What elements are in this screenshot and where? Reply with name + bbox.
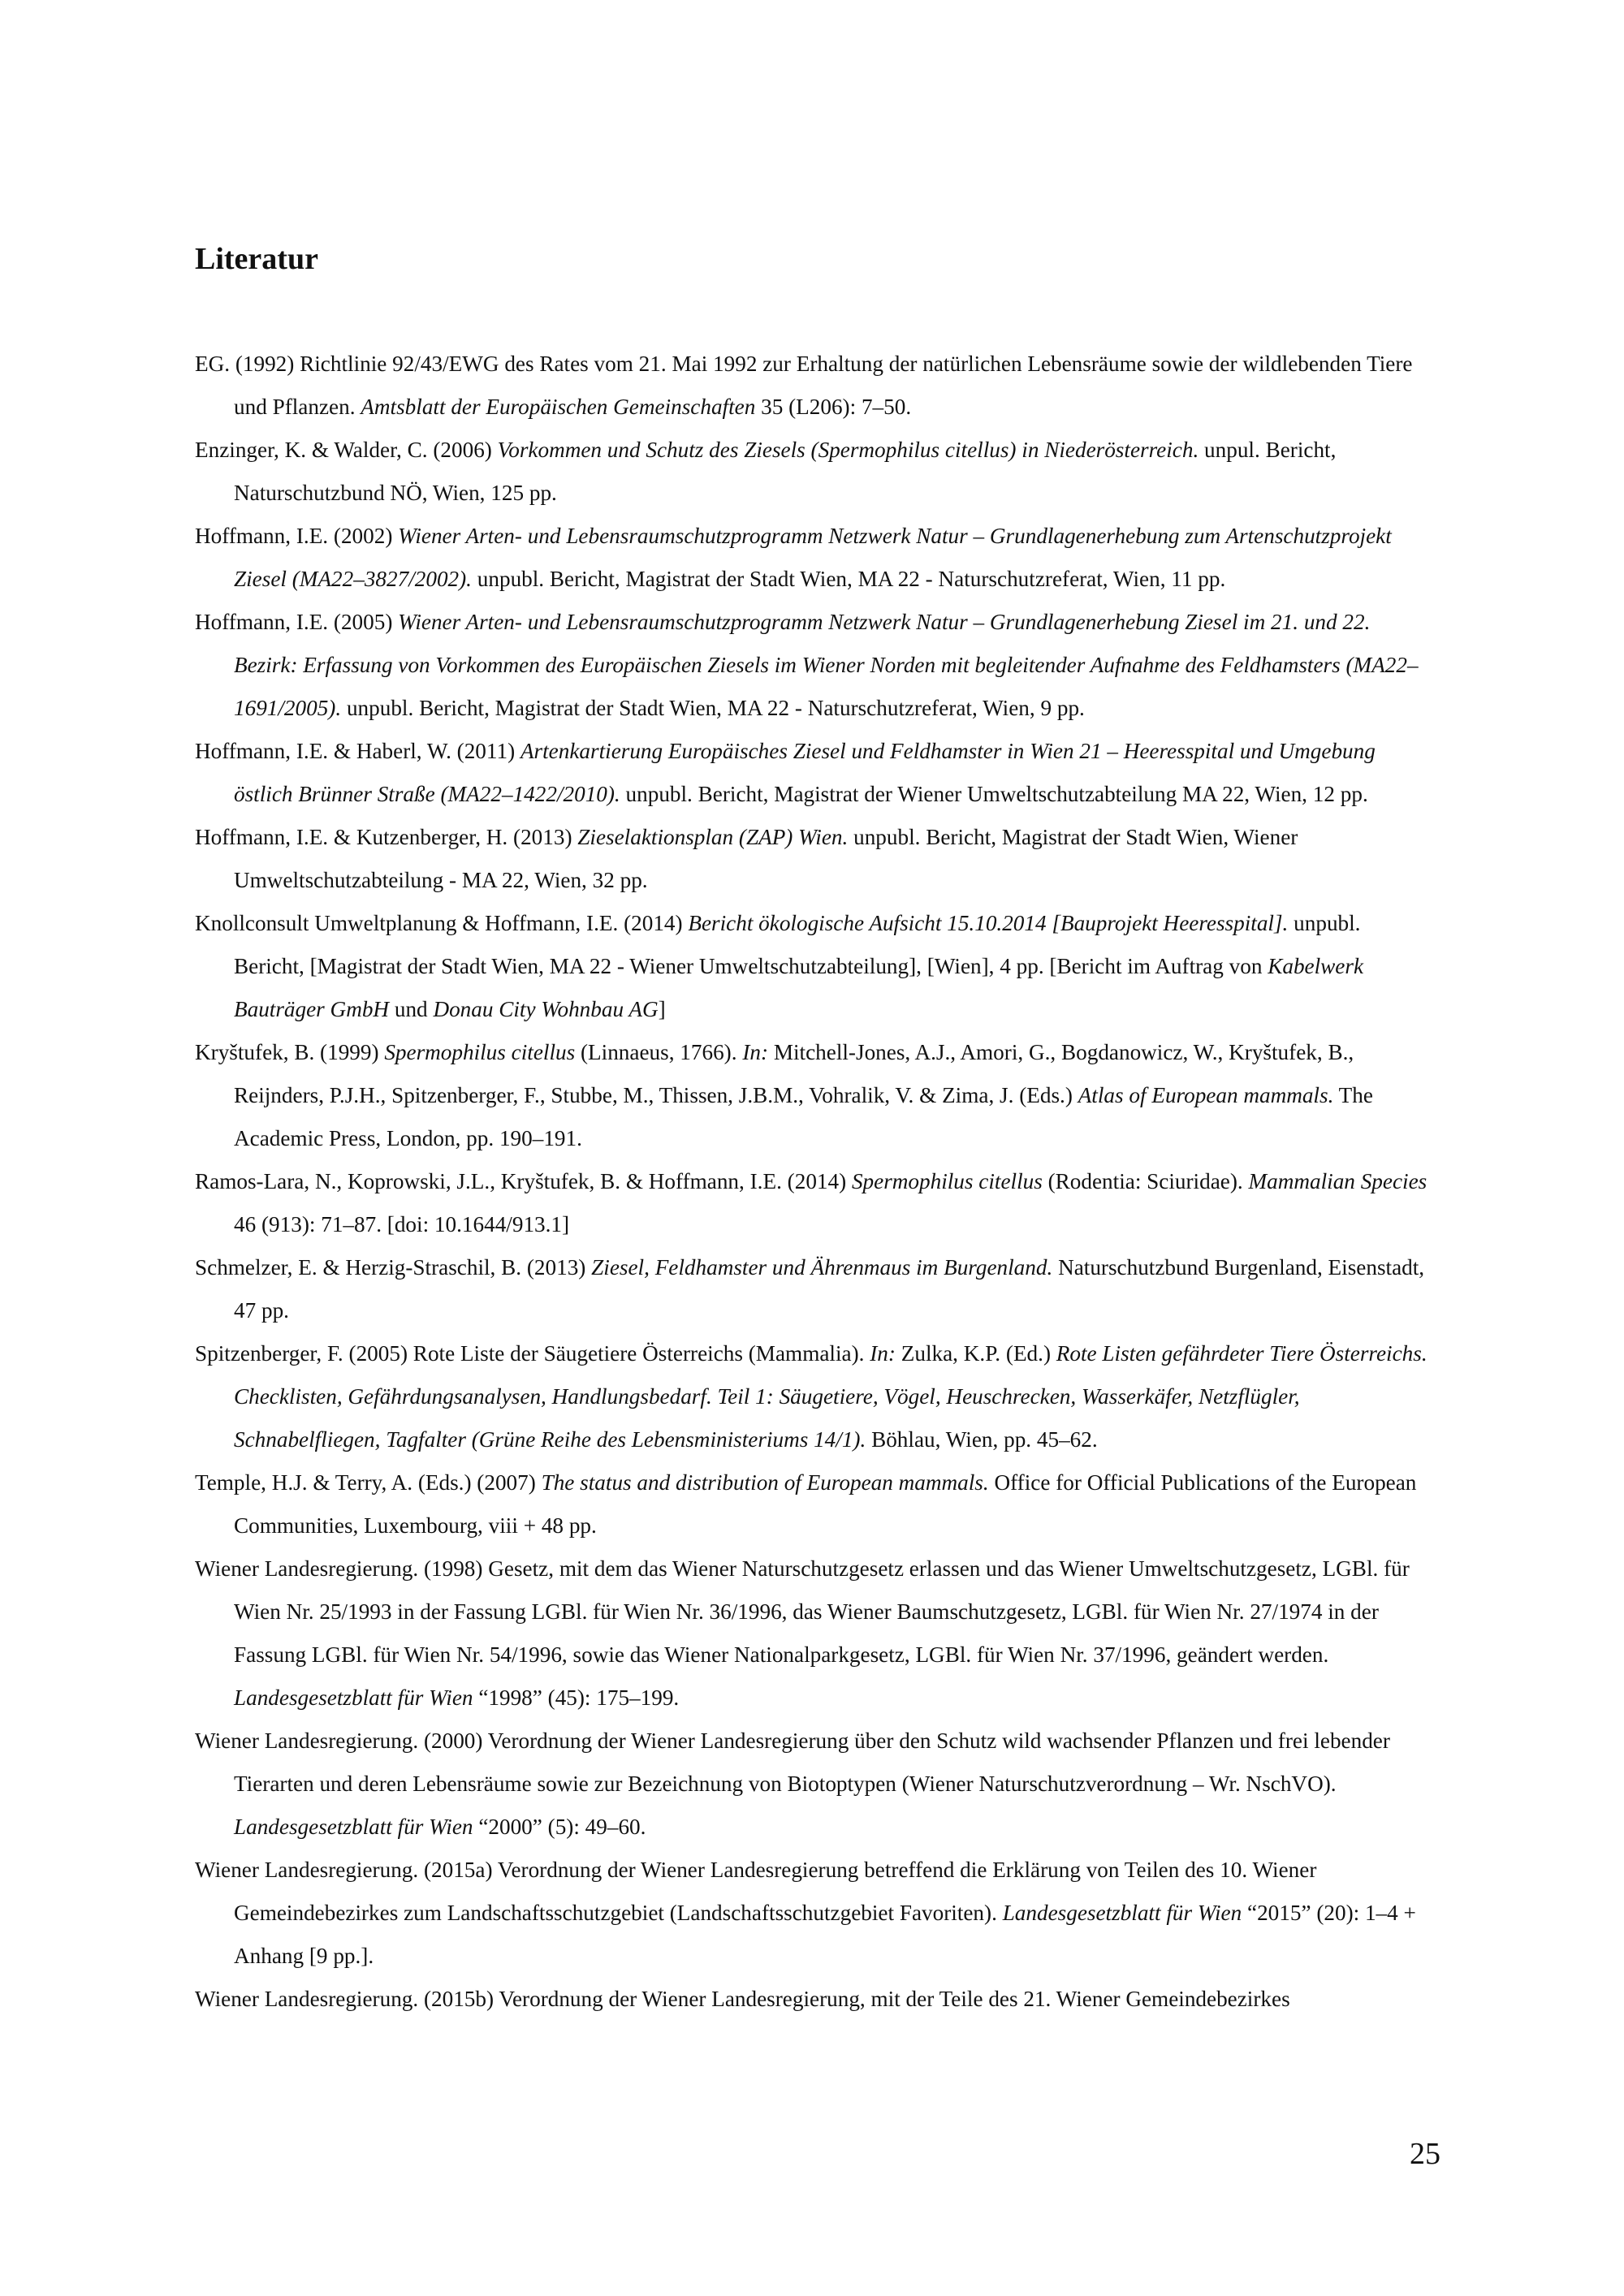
- reference-entry: [195, 1978, 1429, 2021]
- reference-text: “1998” (45): 175–199.: [473, 1685, 680, 1710]
- reference-text: unpubl. Bericht, Magistrat der Stadt Wien, MA 22 - Naturschutzreferat, Wien, 11 pp.: [471, 567, 1226, 591]
- reference-entry: [195, 1031, 1429, 1160]
- reference-entry: [195, 343, 1429, 429]
- reference-entry: [195, 816, 1429, 902]
- reference-text: ]: [658, 997, 666, 1021]
- reference-text: Wiener Landesregierung. (2015b) Verordnung der Wiener Landesregierung, mit der Teile des 21. Wiener Gemeindebezirkes: [195, 1987, 1290, 2011]
- reference-italic-text: Artenkartierung Europäisches Ziesel und Feldhamster in Wien 21 – Heeresspital und Umgebung östlich Brünner Straße (MA22–1422/2010).: [234, 739, 1376, 806]
- reference-italic-text: Wiener Arten- und Lebensraumschutzprogramm Netzwerk Natur – Grundlagenerhebung zum Artenschutzprojekt Ziesel (MA22–3827/2002).: [234, 524, 1392, 591]
- reference-italic-text: Zieselaktionsplan (ZAP) Wien.: [577, 825, 849, 849]
- reference-text: (Linnaeus, 1766).: [575, 1040, 743, 1064]
- reference-entry: [195, 1160, 1429, 1246]
- reference-italic-text: Spermophilus citellus: [384, 1040, 576, 1064]
- reference-italic-text: Donau City Wohnbau AG: [433, 997, 659, 1021]
- reference-text: Hoffmann, I.E. & Kutzenberger, H. (2013): [195, 825, 578, 849]
- reference-text: Knollconsult Umweltplanung & Hoffmann, I.E. (2014): [195, 911, 689, 935]
- reference-text: unpubl. Bericht, Magistrat der Wiener Umweltschutzabteilung MA 22, Wien, 12 pp.: [620, 782, 1368, 806]
- reference-entry: [195, 1720, 1429, 1849]
- reference-italic-text: Rote Listen gefährdeter Tiere Österreichs. Checklisten, Gefährdungsanalysen, Handlungsbedarf. Teil 1: Säugetiere, Vögel, Heuschrecken, Wasserkäfer, Netzflügler, Schnabelfliegen, Tagfalter (Grüne Reihe des Lebensministeriums 14/1).: [234, 1341, 1427, 1452]
- reference-text: Enzinger, K. & Walder, C. (2006): [195, 438, 498, 462]
- reference-text: Ramos-Lara, N., Koprowski, J.L., Kryštufek, B. & Hoffmann, I.E. (2014): [195, 1169, 852, 1193]
- reference-text: (Rodentia: Sciuridae).: [1042, 1169, 1249, 1193]
- reference-text: unpul. Bericht, Naturschutzbund NÖ, Wien, 125 pp.: [234, 438, 1337, 505]
- reference-entry: [195, 1332, 1429, 1461]
- reference-text: Schmelzer, E. & Herzig-Straschil, B. (2013): [195, 1255, 592, 1280]
- reference-text: 46 (913): 71–87. [doi: 10.1644/913.1]: [234, 1212, 570, 1236]
- section-heading: Literatur: [195, 242, 318, 276]
- reference-list: [195, 343, 1429, 2021]
- reference-italic-text: Ziesel, Feldhamster und Ährenmaus im Burgenland.: [591, 1255, 1053, 1280]
- reference-italic-text: Kabelwerk Bauträger GmbH: [234, 954, 1364, 1021]
- reference-italic-text: Atlas of European mammals.: [1078, 1083, 1334, 1107]
- reference-entry: [195, 1547, 1429, 1720]
- reference-entry: [195, 1849, 1429, 1978]
- reference-italic-text: Vorkommen und Schutz des Ziesels (Spermophilus citellus) in Niederösterreich.: [497, 438, 1199, 462]
- reference-italic-text: Landesgesetzblatt für Wien: [234, 1685, 473, 1710]
- reference-text: Kryštufek, B. (1999): [195, 1040, 385, 1064]
- reference-italic-text: Spermophilus citellus: [851, 1169, 1043, 1193]
- reference-italic-text: Landesgesetzblatt für Wien: [1002, 1901, 1242, 1925]
- reference-italic-text: Bericht ökologische Aufsicht 15.10.2014 [Bauprojekt Heeresspital].: [688, 911, 1289, 935]
- reference-text: unpubl. Bericht, Magistrat der Stadt Wien, Wiener Umweltschutzabteilung - MA 22, Wien, 32 pp.: [234, 825, 1298, 892]
- reference-text: “2000” (5): 49–60.: [473, 1815, 646, 1839]
- reference-entry: [195, 515, 1429, 601]
- reference-text: Hoffmann, I.E. (2005): [195, 610, 399, 634]
- reference-text: Zulka, K.P. (Ed.): [895, 1341, 1056, 1366]
- reference-italic-text: In:: [742, 1040, 769, 1064]
- reference-entry: [195, 1246, 1429, 1332]
- reference-text: Hoffmann, I.E. & Haberl, W. (2011): [195, 739, 520, 763]
- reference-text: “2015” (20): 1–4 + Anhang [9 pp.].: [234, 1901, 1416, 1968]
- reference-text: unpubl. Bericht, [Magistrat der Stadt Wien, MA 22 - Wiener Umweltschutzabteilung], [Wien], 4 pp. [Bericht im Auftrag von: [234, 911, 1361, 978]
- reference-text: und: [389, 997, 434, 1021]
- reference-entry: [195, 1461, 1429, 1547]
- reference-entry: [195, 601, 1429, 730]
- reference-italic-text: Landesgesetzblatt für Wien: [234, 1815, 473, 1839]
- reference-italic-text: In:: [870, 1341, 896, 1366]
- reference-italic-text: The status and distribution of European mammals.: [541, 1470, 989, 1495]
- reference-text: Wiener Landesregierung. (1998) Gesetz, mit dem das Wiener Naturschutzgesetz erlassen und das Wiener Umweltschutzgesetz, LGBl. für Wien Nr. 25/1993 in der Fassung LGBl. für Wien Nr. 36/1996, das Wiener Baumschutzgesetz, LGBl. für Wien Nr. 27/1974 in der Fassung LGBl. für Wien Nr. 54/1996, sowie das Wiener Nationalparkgesetz, LGBl. für Wien Nr. 37/1996, geändert werden.: [195, 1556, 1410, 1667]
- reference-text: Wiener Landesregierung. (2015a) Verordnung der Wiener Landesregierung betreffend die Erklärung von Teilen des 10. Wiener Gemeindebezirkes zum Landschaftsschutzgebiet (Landschaftsschutzgebiet Favoriten).: [195, 1858, 1317, 1925]
- reference-text: Spitzenberger, F. (2005) Rote Liste der Säugetiere Österreichs (Mammalia).: [195, 1341, 870, 1366]
- reference-text: The Academic Press, London, pp. 190–191.: [234, 1083, 1373, 1150]
- page-number: 25: [1410, 2137, 1440, 2171]
- reference-italic-text: Amtsblatt der Europäischen Gemeinschaften: [361, 395, 756, 419]
- reference-text: Office for Official Publications of the European Communities, Luxembourg, viii + 48 pp.: [234, 1470, 1417, 1538]
- reference-text: unpubl. Bericht, Magistrat der Stadt Wien, MA 22 - Naturschutzreferat, Wien, 9 pp.: [341, 696, 1085, 720]
- reference-text: Mitchell-Jones, A.J., Amori, G., Bogdanowicz, W., Kryštufek, B., Reijnders, P.J.H., Spitzenberger, F., Stubbe, M., Thissen, J.B.M., Vohralik, V. & Zima, J. (Eds.): [234, 1040, 1354, 1107]
- reference-entry: [195, 902, 1429, 1031]
- reference-text: EG. (1992) Richtlinie 92/43/EWG des Rates vom 21. Mai 1992 zur Erhaltung der natürlichen Lebensräume sowie der wildlebenden Tiere und Pflanzen.: [195, 352, 1413, 419]
- reference-italic-text: Wiener Arten- und Lebensraumschutzprogramm Netzwerk Natur – Grundlagenerhebung Ziesel im 21. und 22. Bezirk: Erfassung von Vorkommen des Europäischen Ziesels im Wiener Norden mit begleitender Aufnahme des Feldhamsters (MA22–1691/2005).: [234, 610, 1419, 720]
- reference-entry: [195, 429, 1429, 515]
- reference-italic-text: Mammalian Species: [1248, 1169, 1427, 1193]
- reference-text: Temple, H.J. & Terry, A. (Eds.) (2007): [195, 1470, 542, 1495]
- reference-text: Naturschutzbund Burgenland, Eisenstadt, 47 pp.: [234, 1255, 1425, 1323]
- reference-text: 35 (L206): 7–50.: [755, 395, 912, 419]
- reference-text: Böhlau, Wien, pp. 45–62.: [866, 1427, 1098, 1452]
- reference-entry: [195, 730, 1429, 816]
- reference-text: Hoffmann, I.E. (2002): [195, 524, 399, 548]
- reference-text: Wiener Landesregierung. (2000) Verordnung der Wiener Landesregierung über den Schutz wild wachsender Pflanzen und frei lebender Tierarten und deren Lebensräume sowie zur Bezeichnung von Biotoptypen (Wiener Naturschutzverordnung – Wr. NschVO).: [195, 1728, 1390, 1796]
